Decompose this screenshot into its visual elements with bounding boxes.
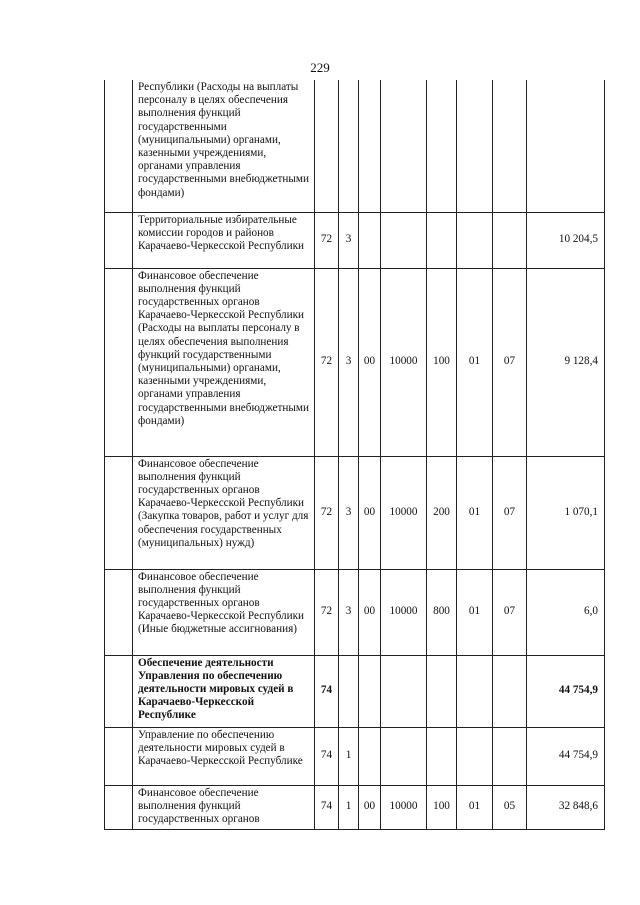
section-code: 3 [339, 268, 359, 456]
table-row [105, 569, 605, 655]
subsection-code: 07 [493, 268, 527, 456]
amount: 1 070,1 [527, 456, 605, 569]
direction-code [381, 80, 427, 212]
expense-type-code: 100 [427, 785, 457, 829]
direction-code [381, 212, 427, 268]
table-row [105, 785, 605, 829]
amount: 9 128,4 [527, 268, 605, 456]
amount: 32 848,6 [527, 785, 605, 829]
expense-type-code [427, 80, 457, 212]
expense-type-code [427, 727, 457, 785]
row-name: Финансовое обеспечение выполнения функций государственных органов Карачаево-Черкесской Республики (Расходы на выплаты персоналу в целях обеспечения выполнения функций государственными (муниципальными) органами, казенными учреждениями, органами управления государственными внебюджетными фондами) [133, 268, 315, 456]
row-name: Финансовое обеспечение выполнения функций государственных органов [133, 785, 315, 829]
direction-code [381, 727, 427, 785]
ministry-code: 72 [315, 212, 339, 268]
program-code: 00 [359, 785, 381, 829]
subsection-code: 05 [493, 785, 527, 829]
row-number-cell [105, 727, 133, 785]
kvsr-code [457, 80, 493, 212]
subsection-code: 07 [493, 569, 527, 655]
section-code [339, 655, 359, 727]
ministry-code: 74 [315, 655, 339, 727]
row-number-cell [105, 456, 133, 569]
section-code: 1 [339, 785, 359, 829]
ministry-code: 72 [315, 268, 339, 456]
table-row [105, 268, 605, 456]
kvsr-code [457, 655, 493, 727]
row-number-cell [105, 80, 133, 212]
row-number-cell [105, 569, 133, 655]
table-row [105, 212, 605, 268]
program-code [359, 655, 381, 727]
direction-code: 10000 [381, 268, 427, 456]
row-number-cell [105, 785, 133, 829]
row-name: Республики (Расходы на выплаты персоналу в целях обеспечения выполнения функций государственными (муниципальными) органами, казенными учреждениями, органами управления государственными внебюджетными фондами) [133, 80, 315, 212]
subsection-code [493, 727, 527, 785]
row-number-cell [105, 268, 133, 456]
subsection-code: 07 [493, 456, 527, 569]
row-name: Обеспечение деятельности Управления по обеспечению деятельности мировых судей в Карачаево-Черкесской Республике [133, 655, 315, 727]
ministry-code: 72 [315, 456, 339, 569]
direction-code: 10000 [381, 785, 427, 829]
kvsr-code: 01 [457, 785, 493, 829]
expense-type-code: 800 [427, 569, 457, 655]
amount: 44 754,9 [527, 727, 605, 785]
expense-type-code: 200 [427, 456, 457, 569]
program-code [359, 80, 381, 212]
table-row [105, 456, 605, 569]
direction-code: 10000 [381, 456, 427, 569]
direction-code [381, 655, 427, 727]
section-code: 3 [339, 456, 359, 569]
program-code: 00 [359, 569, 381, 655]
table-row [105, 655, 605, 727]
page-number: 229 [310, 60, 330, 75]
program-code: 00 [359, 268, 381, 456]
row-number-cell [105, 212, 133, 268]
row-name: Управление по обеспечению деятельности мировых судей в Карачаево-Черкесской Республике [133, 727, 315, 785]
amount: 44 754,9 [527, 655, 605, 727]
program-code [359, 212, 381, 268]
ministry-code: 74 [315, 727, 339, 785]
section-code: 3 [339, 212, 359, 268]
table-row [105, 727, 605, 785]
section-code: 1 [339, 727, 359, 785]
kvsr-code [457, 727, 493, 785]
row-number-cell [105, 655, 133, 727]
direction-code: 10000 [381, 569, 427, 655]
expense-type-code [427, 212, 457, 268]
row-name: Финансовое обеспечение выполнения функций государственных органов Карачаево-Черкесской Республики (Иные бюджетные ассигнования) [133, 569, 315, 655]
kvsr-code: 01 [457, 456, 493, 569]
subsection-code [493, 655, 527, 727]
ministry-code: 74 [315, 785, 339, 829]
kvsr-code: 01 [457, 268, 493, 456]
expense-type-code [427, 655, 457, 727]
subsection-code [493, 212, 527, 268]
section-code [339, 80, 359, 212]
budget-table [104, 80, 605, 830]
kvsr-code [457, 212, 493, 268]
program-code: 00 [359, 456, 381, 569]
section-code: 3 [339, 569, 359, 655]
kvsr-code: 01 [457, 569, 493, 655]
ministry-code: 72 [315, 569, 339, 655]
amount: 6,0 [527, 569, 605, 655]
row-name: Территориальные избирательные комиссии городов и районов Карачаево-Черкесской Республики [133, 212, 315, 268]
amount: 10 204,5 [527, 212, 605, 268]
ministry-code [315, 80, 339, 212]
expense-type-code: 100 [427, 268, 457, 456]
subsection-code [493, 80, 527, 212]
amount [527, 80, 605, 212]
row-name: Финансовое обеспечение выполнения функций государственных органов Карачаево-Черкесской Республики (Закупка товаров, работ и услуг для обеспечения государственных (муниципальных) нужд) [133, 456, 315, 569]
table-row [105, 80, 605, 212]
program-code [359, 727, 381, 785]
